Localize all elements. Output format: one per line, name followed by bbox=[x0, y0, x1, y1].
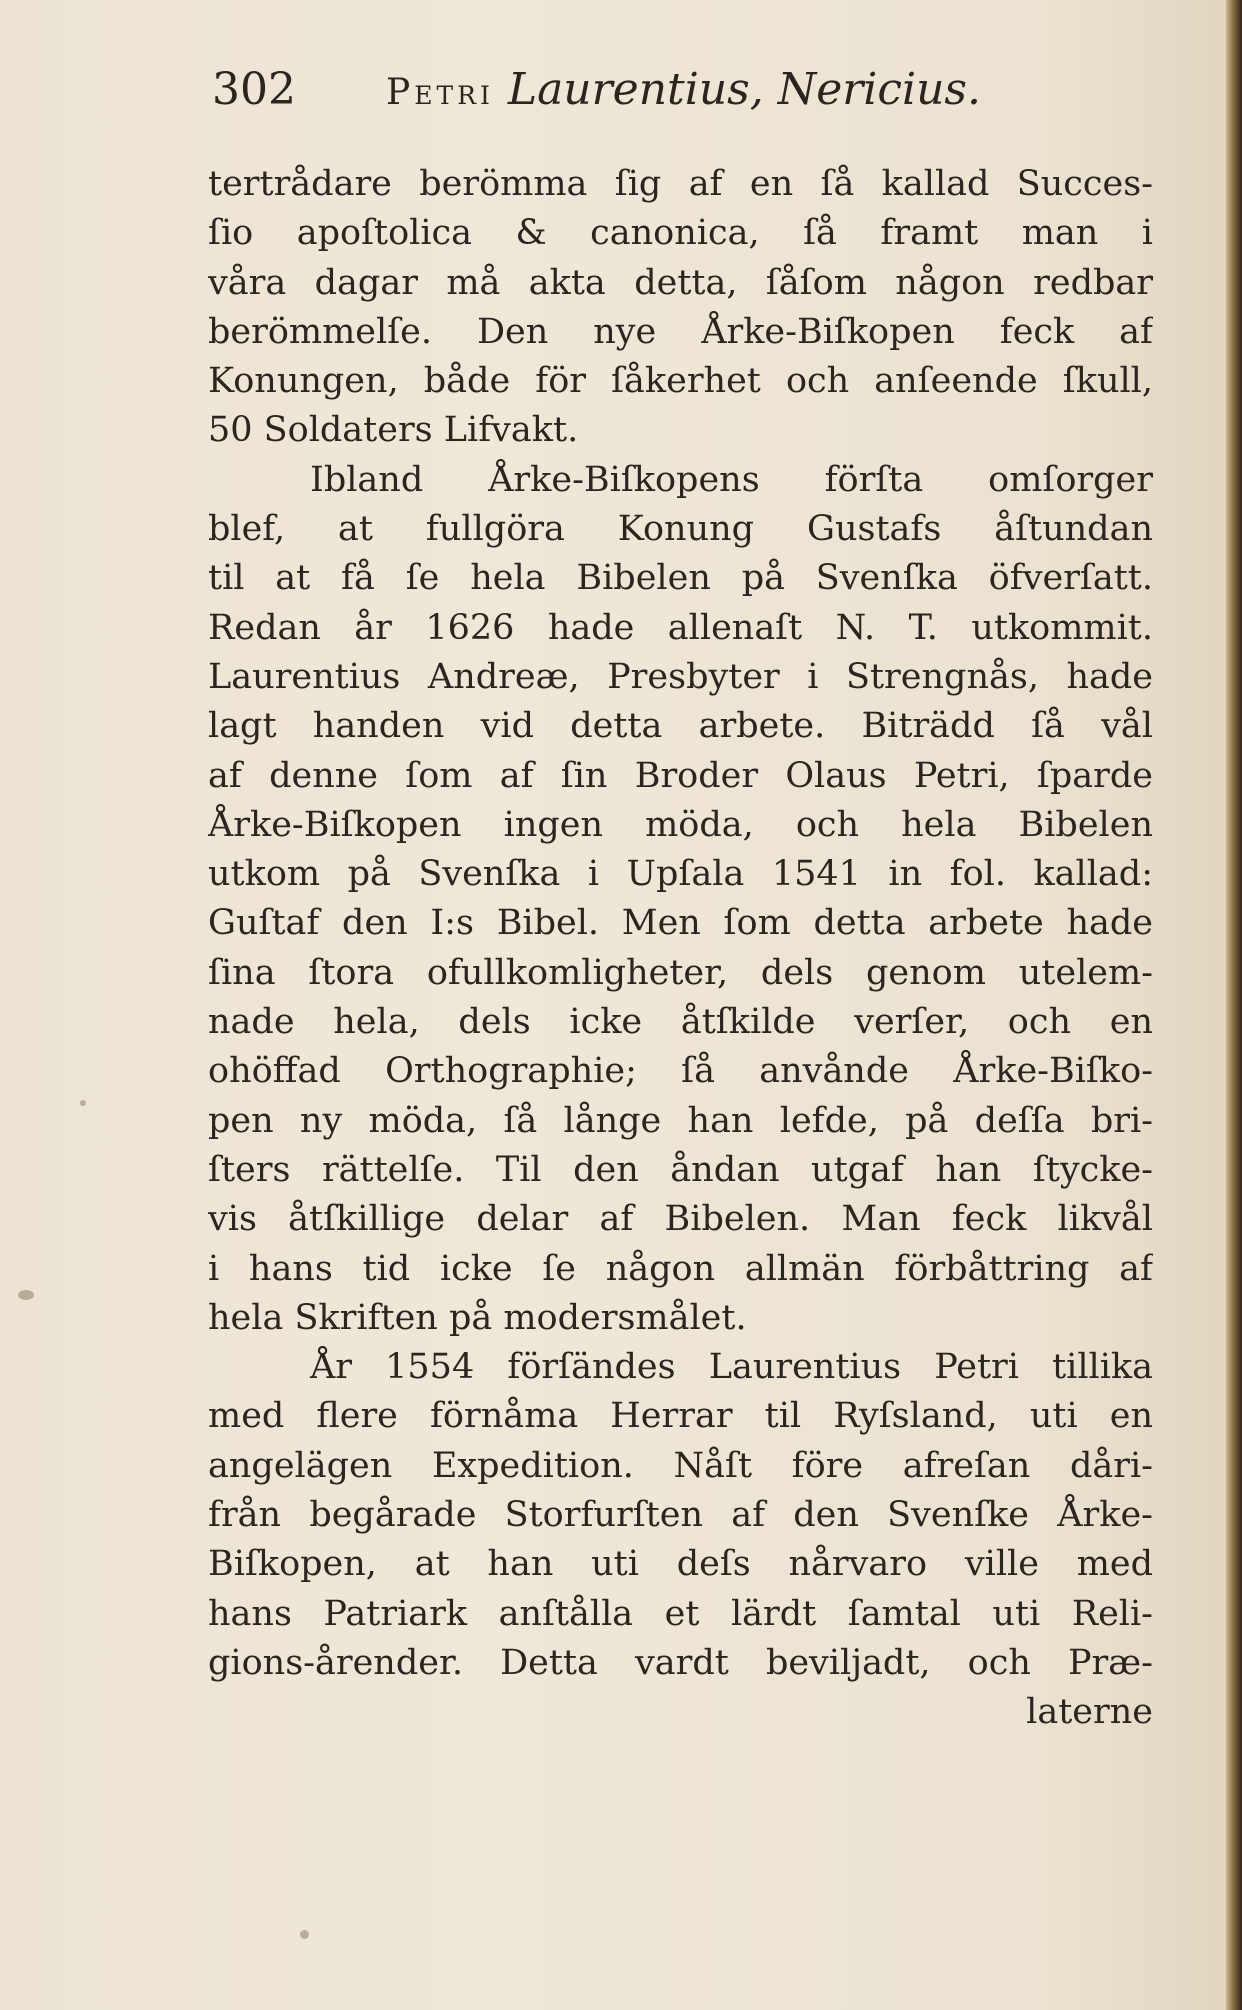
text-line: ſters rättelſe. Til den åndan utgaf han ſtycke- bbox=[208, 1149, 1153, 1190]
page-number: 302 bbox=[212, 64, 296, 115]
text-line: Konungen, både för ſåkerhet och anſeende ſkull, bbox=[208, 361, 1153, 402]
text-line: pen ny möda, ſå långe han lefde, på deſſa bri- bbox=[208, 1100, 1153, 1141]
text-line: med flere förnåma Herrar til Ryſsland, uti en bbox=[208, 1396, 1153, 1437]
text-line: tertrådare berömma ſig af en ſå kallad Succes- bbox=[208, 164, 1153, 204]
running-header bbox=[212, 64, 1192, 124]
running-title-block bbox=[386, 64, 981, 115]
text-line: ohöffad Orthographie; ſå anvånde Årke-Biſko- bbox=[208, 1051, 1153, 1092]
running-title: Laurentius, Nericius. bbox=[507, 64, 981, 115]
text-line: til at få ſe hela Bibelen på Svenſka öfverſatt. bbox=[208, 558, 1153, 599]
text-line: ſio apoſtolica & canonica, ſå framt man i bbox=[208, 213, 1153, 254]
text-line: ſina ſtora ofullkomligheter, dels genom utelem- bbox=[208, 952, 1153, 993]
catchword: laterne bbox=[1026, 1692, 1153, 1733]
text-line: vis åtſkillige delar af Bibelen. Man feck likvål bbox=[208, 1199, 1153, 1240]
text-line: hans Patriark anſtålla et lärdt ſamtal uti Reli- bbox=[208, 1593, 1153, 1634]
paper-foxing-spot bbox=[80, 1100, 86, 1106]
text-line: nade hela, dels icke åtſkilde verſer, och en bbox=[208, 1002, 1153, 1043]
text-line: Redan år 1626 hade allenaſt N. T. utkommit. bbox=[208, 607, 1153, 648]
text-line: från begårade Storfurſten af den Svenſke Årke- bbox=[208, 1495, 1153, 1536]
page-edge-shadow bbox=[1226, 0, 1242, 2010]
text-line: berömmelſe. Den nye Årke-Biſkopen feck af bbox=[208, 311, 1153, 352]
text-line: utkom på Svenſka i Upſala 1541 in fol. kallad: bbox=[208, 854, 1153, 895]
paper-foxing-spot bbox=[300, 1930, 309, 1939]
text-line: Guſtaf den I:s Bibel. Men ſom detta arbete hade bbox=[208, 903, 1153, 944]
text-line: blef, at fullgöra Konung Gustafs åſtundan bbox=[208, 509, 1153, 550]
text-line: af denne ſom af ſin Broder Olaus Petri, ſparde bbox=[208, 755, 1153, 796]
text-line: 50 Soldaters Lifvakt. bbox=[208, 410, 579, 451]
text-line: Biſkopen, at han uti deſs nårvaro ville med bbox=[208, 1544, 1153, 1585]
text-line: i hans tid icke ſe någon allmän förbåttring af bbox=[208, 1248, 1153, 1289]
text-body bbox=[208, 160, 1153, 1738]
text-line: Laurentius Andreæ, Presbyter i Strengnås, hade bbox=[208, 656, 1153, 697]
text-line: hela Skriften på modersmålet. bbox=[208, 1297, 747, 1338]
text-line: lagt handen vid detta arbete. Biträdd ſå vål bbox=[208, 706, 1153, 747]
paper-foxing-spot bbox=[18, 1290, 34, 1300]
running-name: Petri bbox=[386, 72, 494, 113]
paragraph-start-line: År 1554 förſändes Laurentius Petri tillika bbox=[310, 1347, 1153, 1388]
text-line: Årke-Biſkopen ingen möda, och hela Bibelen bbox=[208, 804, 1153, 845]
text-line: våra dagar må akta detta, ſåſom någon redbar bbox=[208, 262, 1153, 303]
paragraph-start-line: Ibland Årke-Biſkopens förſta omſorger bbox=[310, 459, 1153, 500]
text-line: gions-årender. Detta vardt beviljadt, och Præ- bbox=[208, 1642, 1153, 1683]
text-line: angelägen Expedition. Nåſt före afreſan dåri- bbox=[208, 1445, 1153, 1486]
